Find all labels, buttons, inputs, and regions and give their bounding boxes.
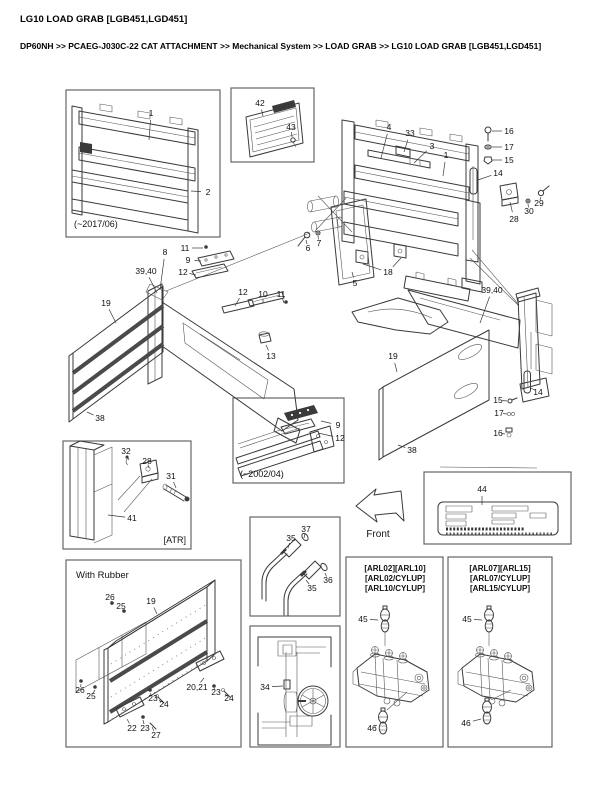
callout-39-40: 39,40 (135, 266, 157, 276)
callout-17: 17 (494, 408, 504, 418)
leader-line (149, 277, 157, 293)
callout-35: 35 (307, 583, 317, 593)
callout-22: 22 (127, 723, 137, 733)
callout-33: 33 (405, 128, 415, 138)
callout-4: 4 (386, 122, 392, 132)
leader-line (304, 534, 305, 539)
leader-line (370, 620, 378, 621)
leader-line (363, 264, 381, 270)
leader-line (473, 719, 481, 721)
solenoid-46-drawing (483, 698, 492, 724)
callout-24: 24 (159, 699, 169, 709)
callout-1: 1 (148, 108, 154, 118)
leader-line (154, 607, 157, 614)
leader-line (174, 482, 177, 488)
callout-28: 28 (509, 214, 519, 224)
solenoid-46-drawing (379, 708, 388, 734)
leader-line (393, 258, 401, 267)
leader-line (321, 421, 331, 423)
figure-with-rubber (76, 570, 230, 729)
leader-line (190, 274, 197, 276)
front-arrow (356, 489, 404, 540)
figure-valve-arl02 (353, 564, 429, 734)
callout-30: 30 (524, 206, 534, 216)
valve-block-drawing (353, 646, 429, 706)
leader-line (235, 298, 240, 306)
leader-line (503, 401, 508, 402)
leader-line (191, 191, 201, 192)
callout-5: 5 (352, 278, 358, 288)
callout-17: 17 (504, 142, 514, 152)
leader-line (510, 202, 512, 212)
callout-6: 6 (305, 243, 311, 253)
callout-32: 32 (121, 446, 131, 456)
callout-23: 23 (211, 687, 221, 697)
breadcrumb: DP60NH >> PCAEG-J030C-22 CAT ATTACHMENT >> Mechanical System >> LOAD GRAB >> LG10 LOAD GRAB [LGB451,LGD451] (20, 41, 542, 51)
caption-atr: [ATR] (163, 535, 186, 545)
leader-line (443, 162, 445, 176)
callout-23: 23 (148, 693, 158, 703)
callout-12: 12 (335, 433, 345, 443)
leader-line (283, 299, 285, 304)
figure-right-arm (352, 272, 552, 460)
caption-2017-06: (~2017/06) (74, 219, 118, 229)
leader-line (292, 132, 293, 137)
callout-2: 2 (205, 187, 211, 197)
callout-26: 26 (105, 592, 115, 602)
callout-34: 34 (260, 682, 270, 692)
callout-18: 18 (383, 267, 393, 277)
callout-19: 19 (101, 298, 111, 308)
page-title: LG10 LOAD GRAB [LGB451,LGD451] (20, 14, 188, 25)
callout-15: 15 (493, 395, 503, 405)
valve-arl02-line2: [ARL02/CYLUP] (364, 574, 426, 583)
callout-3: 3 (429, 141, 435, 151)
callout-36: 36 (323, 575, 333, 585)
callout-38: 38 (95, 413, 105, 423)
leader-line (272, 686, 283, 687)
caption-2002-04: (~2002/04) (240, 469, 284, 479)
leader-line (474, 620, 482, 621)
callout-46: 46 (461, 718, 471, 728)
callout-24: 24 (224, 693, 234, 703)
caption-with-rubber: With Rubber (76, 570, 129, 581)
callout-7: 7 (316, 238, 322, 248)
leader-line (266, 345, 269, 351)
callout-16: 16 (493, 428, 503, 438)
callout-16: 16 (504, 126, 514, 136)
figure-grease-pipes (262, 532, 328, 616)
callout-43: 43 (286, 122, 296, 132)
solenoid-45-drawing (485, 606, 494, 632)
callout-46: 46 (367, 723, 377, 733)
callout-25: 25 (116, 601, 126, 611)
callout-45: 45 (462, 614, 472, 624)
callout-15: 15 (504, 155, 514, 165)
callout-31: 31 (166, 471, 176, 481)
leader-line (478, 175, 491, 180)
callout-9: 9 (335, 420, 341, 430)
callout-23: 23 (140, 723, 150, 733)
callout-13: 13 (266, 351, 276, 361)
callout-12: 12 (238, 287, 248, 297)
solenoid-45-drawing (381, 606, 390, 632)
figure-arm-2002 (236, 405, 334, 479)
callout-8: 8 (162, 247, 168, 257)
callout-10: 10 (258, 289, 268, 299)
callout-35: 35 (286, 533, 296, 543)
callout-38: 38 (407, 445, 417, 455)
front-label: Front (366, 529, 390, 540)
callout-9: 9 (185, 255, 191, 265)
callout-1: 1 (443, 150, 449, 160)
figure-carriage-2017 (72, 104, 198, 233)
callout-44: 44 (477, 484, 487, 494)
callout-14: 14 (533, 387, 543, 397)
figure-atr (70, 441, 190, 545)
callout-19: 19 (388, 351, 398, 361)
leader-line (395, 363, 397, 372)
leader-line (109, 309, 116, 323)
leader-line (318, 433, 333, 436)
leader-line (87, 412, 94, 415)
callout-41: 41 (127, 513, 137, 523)
valve-arl07-line1: [ARL07][ARL15] (469, 564, 531, 573)
callout-19: 19 (146, 596, 156, 606)
valve-arl02-line3: [ARL10/CYLUP] (364, 584, 426, 593)
callout-29: 29 (534, 198, 544, 208)
callout-27: 27 (151, 730, 161, 740)
valve-arl07-line3: [ARL15/CYLUP] (469, 584, 531, 593)
callout-26: 26 (75, 685, 85, 695)
figure-decal-44 (438, 502, 558, 535)
callout-28: 28 (142, 456, 152, 466)
leader-line (108, 515, 125, 517)
callout-45: 45 (358, 614, 368, 624)
callout-37: 37 (301, 524, 311, 534)
callout-11: 11 (276, 289, 286, 299)
callout-12: 12 (178, 267, 188, 277)
callout-20-21: 20,21 (186, 682, 208, 692)
callout-39-40: 39,40 (481, 285, 503, 295)
figure-valve-arl07 (458, 564, 534, 724)
callout-11: 11 (180, 243, 190, 253)
valve-block-drawing (458, 646, 534, 706)
leader-line (195, 261, 202, 262)
front-direction-arrow-icon (356, 489, 404, 522)
valve-arl07-line2: [ARL07/CYLUP] (469, 574, 531, 583)
callout-14: 14 (493, 168, 503, 178)
valve-arl02-line1: [ARL02][ARL10] (364, 564, 426, 573)
callout-42: 42 (255, 98, 265, 108)
callout-25: 25 (86, 691, 96, 701)
